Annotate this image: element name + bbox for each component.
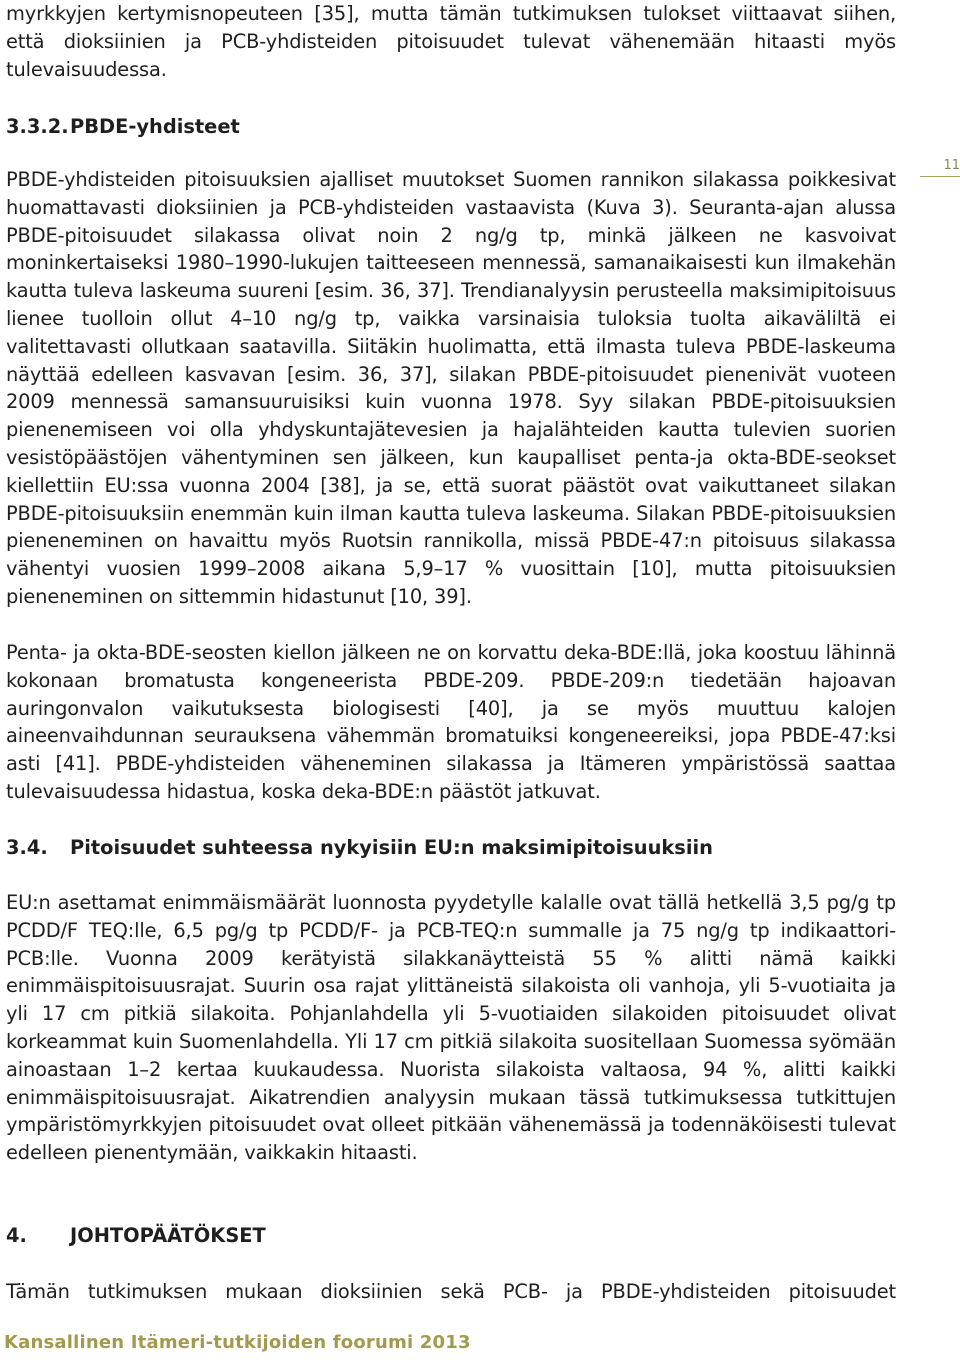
section-number: 3.4. — [6, 836, 48, 859]
footer-forum-name: Kansallinen Itämeri-tutkijoiden foorumi 2013 — [4, 1332, 471, 1353]
paragraph-dioxin-outlook: myrkkyjen kertymisnopeuteen [35], mutta tämän tutkimuksen tulokset viittaavat siihen, että dioksiinien ja PCB-yhdisteiden pitoisuudet tulevat vähenemään hitaasti myös tulevaisuudessa. — [6, 2, 896, 81]
paragraph-deca-bde: Penta- ja okta-BDE-seosten kiellon jälkeen ne on korvattu deka-BDE:llä, joka koostuu lähinnä kokonaan bromatusta kongeneerista PBDE-209. PBDE-209:n tiedetään hajoavan auringonvalon vaikutuksesta biologisesti [40], ja se myös muuttuu kalojen aineenvaihdunnan seurauksena vähemmän bromatuiksi kongeneereiksi, jopa PBDE-47:ksi asti [41]. PBDE-yhdisteiden väheneminen silakassa ja Itämeren ympäristössä saattaa tulevaisuudessa hidastua, koska deka-BDE:n päästöt jatkuvat. — [6, 641, 896, 803]
section-number: 4. — [6, 1224, 27, 1247]
section-number: 3.3.2. — [6, 115, 69, 138]
section-title: Pitoisuudet suhteessa nykyisiin EU:n maksimipitoisuuksiin — [70, 836, 713, 859]
section-heading-4 — [6, 1222, 266, 1249]
paragraph-pbde-trends: PBDE-yhdisteiden pitoisuuksien ajalliset muutokset Suomen rannikon silakassa poikkesivat huomattavasti dioksiinien ja PCB-yhdisteiden vastaavista (Kuva 3). Seuranta-ajan alussa PBDE-pitoisuudet silakassa olivat noin 2 ng/g tp, minkä jälkeen ne kasvoivat moninkertaiseksi 1980–1990-lukujen taitteeseen mennessä, samanaikaisesti kun ilmakehän kautta tuleva laskeuma suureni [esim. 36, 37]. Trendianalyysin perusteella maksimipitoisuus lienee tuolloin ollut 4–10 ng/g tp, vaikka varsinaisia tuloksia tuolta aikaväliltä ei valitettavasti ollutkaan saatavilla. Siitäkin huolimatta, että ilmasta tuleva PBDE-laskeuma näyttää edelleen kasvavan [esim. 36, 37], silakan PBDE-pitoisuudet pienenivät vuoteen 2009 mennessä samansuuruisiksi kuin vuonna 1978. Syy silakan PBDE-pitoisuuksien pienenemiseen voi olla yhdyskuntajätevesien ja hajalähteiden kautta tulevien suorien vesistöpäästöjen vähentyminen sen jälkeen, kun kaupalliset penta-ja okta-BDE-seokset kiellettiin EU:ssa vuonna 2004 [38], ja se, että suorat päästöt ovat vaikuttaneet silakan PBDE-pitoisuuksiin enemmän kuin ilman kautta tuleva laskeuma. Silakan PBDE-pitoisuuksien pieneneminen on havaittu myös Ruotsin rannikolla, missä PBDE-47:n pitoisuus silakassa vähentyi vuosien 1999–2008 aikana 5,9–17 % vuosittain [10], mutta pitoisuuksien pieneneminen on sittemmin hidastunut [10, 39]. — [6, 168, 896, 608]
section-title: JOHTOPÄÄTÖKSET — [70, 1224, 266, 1247]
section-heading-3-4 — [6, 834, 713, 861]
section-title: PBDE-yhdisteet — [70, 115, 240, 138]
page-number: 11 — [920, 158, 960, 177]
paragraph-eu-limits: EU:n asettamat enimmäismäärät luonnosta pyydetylle kalalle ovat tällä hetkellä 3,5 pg/g tp PCDD/F TEQ:lle, 6,5 pg/g tp PCDD/F- ja PCB-TEQ:n summalle ja 75 ng/g tp indikaattori-PCB:lle. Vuonna 2009 kerätyistä silakkanäytteistä 55 % alitti nämä kaikki enimmäispitoisuusrajat. Suurin osa rajat ylittäneistä silakoista oli vanhoja, yli 5-vuotiaita ja yli 17 cm pitkiä silakoita. Pohjanlahdella yli 5-vuotiaiden silakoiden pitoisuudet olivat korkeammat kuin Suomenlahdella. Yli 17 cm pitkiä silakoita suositellaan Suomessa syömään ainoastaan 1–2 kertaa kuukaudessa. Nuorista silakoista valtaosa, 94 %, alitti kaikki enimmäispitoisuusrajat. Aikatrendien analyysin mukaan tässä tutkimuksessa tutkittujen ympäristömyrkkyjen pitoisuudet ovat olleet pitkään vähenemässä ja todennäköisesti tulevat edelleen pienentymään, vaikkakin hitaasti. — [6, 891, 896, 1165]
paragraph-conclusions: Tämän tutkimuksen mukaan dioksiinien sekä PCB- ja PBDE-yhdisteiden pitoisuudet — [6, 1280, 896, 1303]
section-heading-3-3-2 — [6, 113, 240, 140]
